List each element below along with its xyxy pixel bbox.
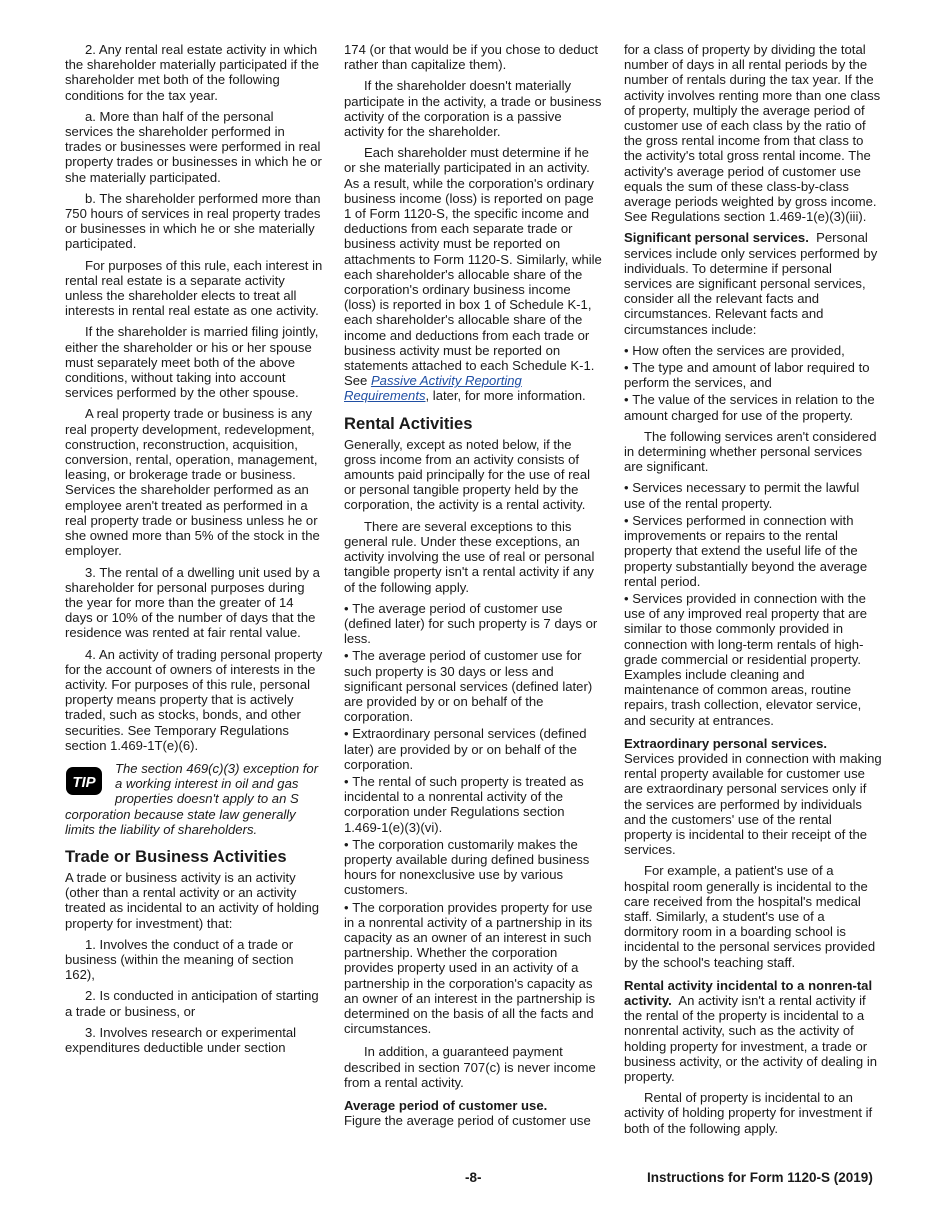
paragraph: 4. An activity of trading personal property for the account of owners of interests in the activity. For purposes of this rule, personal property means property that is actively traded, such as stocks, bonds, and other securities. See Temporary Regulations section 1.469-1T(e)(6). [65, 646, 323, 753]
paragraph-text: , later, for more information. [425, 388, 586, 404]
paragraph: for a class of property by dividing the total number of days in all rental periods by the number of rentals during the tax year. If the activity involves renting more than one class of property, multiply the average period of customer use of each class by the ratio of the gross rental income from that class to the activity's total gross rental income. The activity's average period of customer use equals the sum of these class-by-class average periods weighted by gross income. See Regulations section 1.469-1(e)(3)(iii). [624, 42, 881, 225]
column-1 [65, 42, 323, 1061]
paragraph [344, 145, 602, 403]
paragraph: For example, a patient's use of a hospital room generally is incidental to the care received from the hospital's medical staff. Similarly, a student's use of a dormitory room in a boarding school is incidental to the personal services provided by the school's teaching staff. [624, 863, 876, 970]
tip-box [65, 761, 323, 837]
paragraph-text: An activity isn't a rental activity if the rental of the property is incidental to a nonrental activity, such as the activity of holding property for investment, a trade or business activity, or the activity of dealing in property. [624, 992, 878, 1084]
paragraph: For purposes of this rule, each interest in rental real estate is a separate activity unless the shareholder elects to treat all interests in rental real estate as one activity. [65, 257, 323, 319]
paragraph: If the shareholder doesn't materially participate in the activity, a trade or business activity of the corporation is a passive activity for the shareholder. [344, 78, 602, 140]
paragraph [624, 230, 882, 336]
bullet-item: • The corporation customarily makes the property available during defined business hours for nonexclusive use by various customers. [344, 837, 602, 898]
run-in-heading-significant: Significant personal services. [624, 230, 809, 246]
paragraph: a. More than half of the personal services the shareholder performed in trades or businesses were performed in real property trades or businesses in which he or she materially participated. [65, 108, 322, 185]
paragraph-text: Personal services include only services performed by individuals. To determine if personal services are significant personal services, consider all the relevant facts and circumstances. Relevant facts and circumstances include: [624, 230, 878, 337]
paragraph: 2. Is conducted in anticipation of starting a trade or business, or [65, 988, 319, 1019]
bullet-item: • Services provided in connection with the use of any improved real property that are similar to those commonly provided in connection with long-term rentals of high-grade commercial or residential property. Examples include cleaning and maintenance of common areas, routine repairs, trash collection, elevator service, and security at entrances. [624, 591, 882, 728]
paragraph: Generally, except as noted below, if the gross income from an activity consists of amounts paid principally for the use of real or personal tangible property held by the corporation, the activity is a rental activity. [344, 436, 591, 513]
page-number: -8- [465, 1170, 482, 1185]
bullet-item: • The average period of customer use (defined later) for such property is 7 days or less. [344, 601, 602, 647]
tip-text-line1: The section 469(c)(3) exception for a working interest in oil and gas properties doesn't apply to an S [115, 760, 319, 807]
section-heading-rental: Rental Activities [344, 413, 473, 433]
paragraph: 2. Any rental real estate activity in which the shareholder materially participated if the shareholder met both of the following conditions for the tax year. [65, 42, 320, 103]
bullet-item: • Services necessary to permit the lawful use of the rental property. [624, 480, 882, 510]
paragraph: There are several exceptions to this general rule. Under these exceptions, an activity involving the use of real or personal tangible property isn't a rental activity if any of the following apply. [344, 518, 595, 595]
paragraph: b. The shareholder performed more than 750 hours of services in real property trades or businesses in which he or she materially participated. [65, 190, 321, 252]
column-2 [344, 42, 602, 1134]
paragraph: In addition, a guaranteed payment described in section 707(c) is never income from a rental activity. [344, 1044, 596, 1090]
tip-icon-label: TIP [72, 773, 96, 791]
paragraph: The following services aren't considered in determining whether personal services are significant. [624, 428, 877, 475]
bullet-item: • The type and amount of labor required to perform the services, and [624, 360, 882, 390]
paragraph: 3. The rental of a dwelling unit used by a shareholder for personal purposes during the year for more than the greater of 14 days or 10% of the number of days that the residence was rented at fair rental value. [65, 564, 320, 641]
tip-icon [65, 762, 103, 802]
paragraph-text: Services provided in connection with making rental property available for customer use are extraordinary personal services only if the services are performed by individuals and the customers' use of the rental property is incidental to their receipt of the services. [624, 750, 882, 858]
paragraph: A real property trade or business is any real property development, redevelopment, construction, reconstruction, acquisition, conversion, rental, operation, management, leasing, or brokerage trade or business. Services the shareholder performed as an employee aren't treated as performed in a real property trade or business unless he or she owned more than 5% of the stock in the employer. [65, 406, 320, 559]
bullet-item: • Services performed in connection with improvements or repairs to the rental property that extend the useful life of the property substantially beyond the average rental period. [624, 513, 882, 589]
bullet-item: • The average period of customer use for such property is 30 days or less and significant personal services (defined later) are provided by or on behalf of the corporation. [344, 648, 602, 724]
paragraph: If the shareholder is married filing jointly, either the shareholder or his or her spouse must separately meet both of the above conditions, without taking into account services performed by the other spouse. [65, 324, 319, 401]
paragraph: 174 (or that would be if you chose to deduct rather than capitalize them). [344, 42, 599, 73]
bullet-item: • The rental of such property is treated as incidental to a nonrental activity of the corporation under Regulations section 1.469-1(e)(3)(vi). [344, 774, 602, 835]
paragraph: 1. Involves the conduct of a trade or business (within the meaning of section 162), [65, 936, 294, 983]
paragraph-text: Figure the average period of customer use [344, 1113, 591, 1129]
run-in-heading-incidental: Rental activity incidental to a nonren-tal activity. [624, 977, 873, 1008]
footer-title: Instructions for Form 1120-S (2019) [647, 1170, 873, 1185]
bullet-item: • The value of the services in relation to the amount charged for use of the property. [624, 392, 882, 422]
run-in-heading-extraordinary: Extraordinary personal services. [624, 735, 828, 751]
run-in-heading-average-period: Average period of customer use. [344, 1098, 548, 1113]
paragraph [344, 1098, 602, 1128]
tip-text-line2: corporation because state law generally limits the liability of shareholders. [65, 806, 296, 837]
bullet-item: • The corporation provides property for use in a nonrental activity of a partnership in its capacity as an owner of an interest in such partnership. Whether the corporation provides property used in an activity of a partnership in the corporation's capacity as an owner of an interest in the partnership is determined on the basis of all the facts and circumstances. [344, 900, 602, 1037]
paragraph-text: Each shareholder must determine if he or she materially participated in an activity. As a result, while the corporation's ordinary business income (loss) is reported on page 1 of Form 1120-S, the specific income and deductions from each separate trade or business activity must be reported on attachments to Form 1120-S. Similarly, while each shareholder's allocable share of the corporation's ordinary business income (loss) is reported in box 1 of Schedule K-1, each shareholder's allocable share of the income and deductions from each trade or business activity must be reported on statements attached to each Schedule K-1. See [344, 145, 602, 389]
column-3 [624, 42, 882, 1142]
paragraph: A trade or business activity is an activity (other than a rental activity or an activity treated as incidental to an activity of holding property for investment) that: [65, 869, 320, 931]
section-heading-trade: Trade or Business Activities [65, 846, 287, 866]
paragraph: Rental of property is incidental to an activity of holding property for investment if both of the following apply. [624, 1090, 873, 1136]
paragraph: 3. Involves research or experimental expenditures deductible under section [65, 1024, 297, 1055]
passive-activity-link[interactable]: Passive Activity Reporting Requirements [344, 373, 522, 404]
paragraph [624, 736, 882, 858]
paragraph [624, 978, 882, 1084]
bullet-item: • Extraordinary personal services (defined later) are provided by or on behalf of the corporation. [344, 726, 602, 772]
bullet-item: • How often the services are provided, [624, 343, 882, 358]
